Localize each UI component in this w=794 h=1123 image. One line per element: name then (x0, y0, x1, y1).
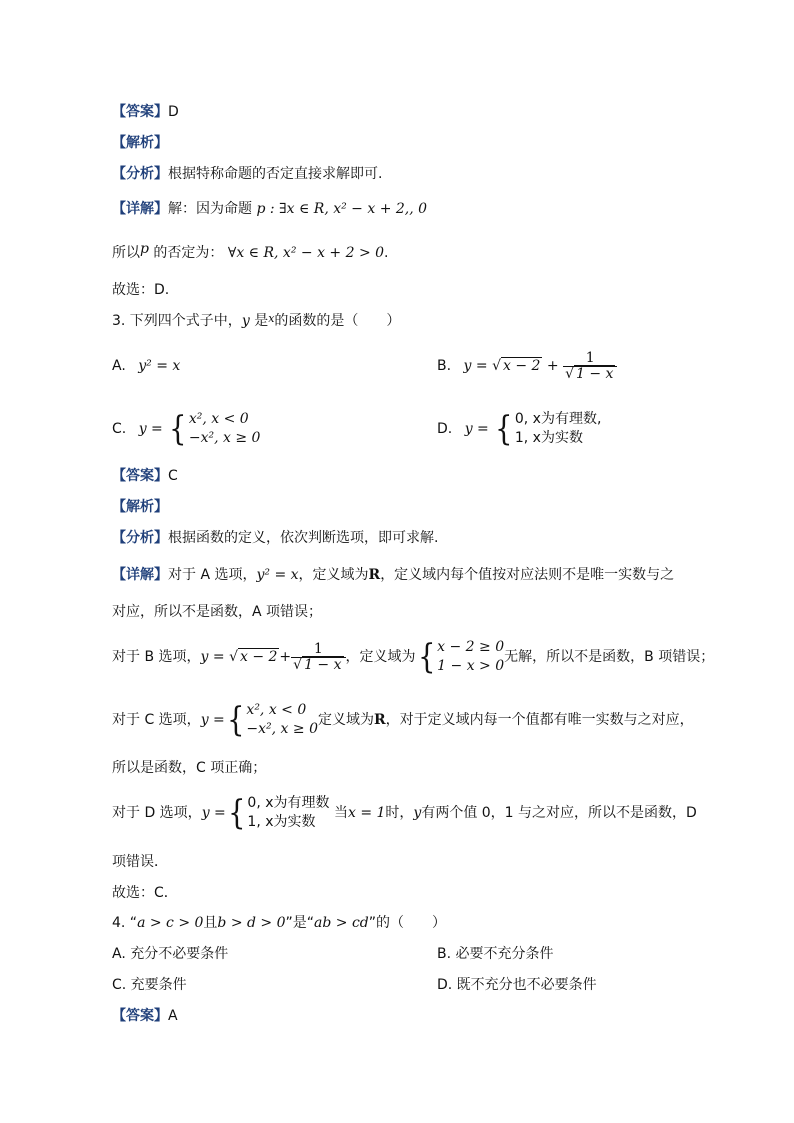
xiangjie-line-q2 (112, 200, 427, 218)
analysis-heading-q2 (112, 134, 168, 152)
fenxi-text: 根据函数的定义，依次判断选项，即可求解. (168, 530, 439, 546)
detail-c-end: ，对于定义域内每一个值都有唯一实数与之对应， (385, 712, 694, 728)
stem-cond3: ab > cd (314, 915, 369, 931)
detail-d-brace: { (227, 793, 246, 833)
detail-a-math: y² = x (256, 567, 299, 583)
negation-math: ∀x ∈ R, x² − x + 2 > 0 (227, 245, 385, 261)
detail-d-lhs: y = (201, 805, 226, 821)
negation-mid: 的否定为： (153, 245, 224, 261)
detail-a-end: ，定义域内每个值按对应法则不是唯一实数与之 (380, 567, 675, 583)
detail-b-case1: x − 2 ≥ 0 (437, 639, 505, 655)
detail-c-mid: 定义域为 (318, 712, 374, 728)
option-a-math: y² = x (138, 358, 181, 374)
option-d-cases (515, 410, 602, 448)
stem-mid: 是 (254, 313, 269, 329)
detail-b-sqrt: x − 2 (239, 649, 278, 665)
option-a[interactable] (112, 357, 180, 375)
detail-c-case2: −x², x ≥ 0 (246, 721, 318, 737)
analysis-tag: 【解析】 (112, 499, 168, 515)
fenxi-tag: 【分析】 (112, 166, 168, 182)
detail-c-cases (246, 701, 318, 739)
stem-prefix: 4. “ (112, 915, 138, 931)
detail-a-line1 (112, 566, 674, 584)
answer-line-q3 (112, 467, 178, 485)
detail-b-cases (437, 638, 504, 676)
option-b-den: 1 − x (575, 365, 614, 382)
option-c-case1: x², x < 0 (188, 411, 249, 427)
stem-end: 的函数的是（ ） (274, 313, 401, 329)
answer-tag: 【答案】 (112, 468, 168, 484)
detail-c-R: R (374, 712, 386, 728)
stem-prefix: 3. 下列四个式子中， (112, 313, 242, 329)
xiangjie-tag: 【详解】 (112, 567, 168, 583)
option-b-label: B. (437, 358, 452, 374)
q4-option-a[interactable] (112, 945, 228, 963)
detail-d-line2-text: 项错误． (112, 854, 168, 870)
stem-cond1: a > c > 0 (137, 915, 204, 931)
detail-d-cases (247, 794, 329, 832)
detail-b-num: 1 (291, 642, 345, 658)
option-d-label: D. (437, 421, 453, 437)
detail-d-mid2: 时， (385, 805, 414, 821)
option-d[interactable] (437, 406, 601, 452)
negation-prefix: 所以 (112, 245, 140, 261)
proposition-math: p : ∃x ∈ R, x² − x + 2,, 0 (256, 201, 428, 217)
option-c-label: C. (112, 421, 127, 437)
q4-option-c-text: C. 充要条件 (112, 977, 187, 993)
option-b-sqrt: x − 2 (502, 358, 541, 374)
answer-value: A (168, 1008, 178, 1024)
option-c-case2: −x², x ≥ 0 (188, 430, 261, 446)
analysis-tag: 【解析】 (112, 135, 168, 151)
q4-option-a-text: A. 充分不必要条件 (112, 946, 229, 962)
stem-and: 且 (203, 915, 218, 931)
detail-c-brace: { (226, 700, 245, 740)
negation-p: p (140, 241, 149, 257)
q4-option-c[interactable] (112, 976, 187, 994)
answer-value: D (168, 104, 179, 120)
conclusion-text: 故选：D. (112, 282, 170, 298)
fenxi-line-q2 (112, 165, 382, 183)
option-b-lhs: y = (463, 358, 488, 374)
detail-d-prefix: 对于 D 选项， (112, 805, 202, 821)
detail-b-prefix: 对于 B 选项， (112, 649, 201, 665)
stem-end: ”的（ ） (368, 915, 447, 931)
option-b-fraction: $\frac{1}{√ 1 - x}$ (563, 351, 617, 382)
option-b-plus: + (546, 358, 559, 374)
detail-c-line2-text: 所以是函数，C 项正确； (112, 760, 267, 776)
detail-b: 对于 B 选项，y = √ x − 2 + $\frac{1}{√ 1 - x}$ ，定义域为{ x − 2 ≥ 0 1 − x > 0 无解，所以不是函数，B 项错误； (112, 637, 715, 677)
detail-c-case1: x², x < 0 (246, 702, 307, 718)
detail-d-line2 (112, 853, 168, 871)
stem-cond2: b > d > 0 (217, 915, 286, 931)
option-c-brace: { (169, 409, 187, 449)
detail-d-mid1: 当 (333, 805, 348, 821)
detail-a-prefix: 对于 A 选项， (168, 567, 257, 583)
detail-a-line2-text: 对应，所以不是函数，A 项错误； (112, 604, 323, 620)
detail-c-prefix: 对于 C 选项， (112, 712, 201, 728)
question-3-stem (112, 312, 400, 331)
q4-option-b[interactable] (437, 945, 554, 963)
question-4-stem (112, 914, 446, 932)
answer-tag: 【答案】 (112, 1008, 168, 1024)
q4-option-d[interactable] (437, 976, 597, 994)
negation-line-q2 (112, 241, 389, 262)
fenxi-line-q3 (112, 529, 438, 547)
detail-c-line2 (112, 759, 266, 777)
detail-b-fraction: $\frac{1}{√ 1 - x}$ (291, 642, 345, 673)
conclusion-q2 (112, 281, 169, 299)
fenxi-text: 根据特称命题的否定直接求解即可. (168, 166, 383, 182)
stem-y: y (241, 313, 250, 329)
option-b[interactable]: B. y = √ x − 2 + $\frac{1}{√ 1 - x}$ (437, 343, 617, 389)
negation-end: . (384, 245, 389, 261)
q4-option-d-text: D. 既不充分也不必要条件 (437, 977, 597, 993)
stem-mid: ”是“ (285, 915, 315, 931)
detail-a-R: R (368, 567, 381, 583)
answer-line-q4 (112, 1007, 178, 1025)
detail-b-mid: ，定义域为 (345, 649, 416, 665)
option-d-brace: { (495, 409, 513, 449)
answer-value: C (168, 468, 178, 484)
detail-b-plus: + (279, 649, 292, 665)
detail-a-mid: ，定义域为 (298, 567, 369, 583)
conclusion-text: 故选：C． (112, 885, 178, 901)
detail-b-case2: 1 − x > 0 (437, 658, 505, 674)
detail-a-line2 (112, 603, 322, 621)
option-c[interactable] (112, 406, 260, 452)
answer-tag: 【答案】 (112, 104, 168, 120)
conclusion-q3 (112, 884, 178, 902)
detail-c (112, 697, 694, 743)
detail-d-case2: 1, x为实数 (247, 814, 316, 830)
option-c-cases (189, 410, 261, 448)
option-b-num: 1 (563, 351, 617, 367)
detail-b-lhs: y = (200, 649, 225, 665)
detail-b-den: 1 − x (304, 656, 342, 673)
answer-line-q2 (112, 103, 179, 121)
option-d-case2: 1, x为实数 (514, 430, 583, 446)
detail-d-math: x = 1 (347, 805, 386, 821)
option-d-case1: 0, x为有理数, (514, 411, 602, 427)
detail-c-lhs: y = (200, 712, 225, 728)
detail-d (112, 790, 697, 836)
xiangjie-tag: 【详解】 (112, 201, 168, 217)
detail-b-brace: { (417, 637, 435, 677)
detail-d-end: 有两个值 0，1 与之对应，所以不是函数，D (421, 805, 697, 821)
option-c-lhs: y = (138, 421, 163, 437)
stem-x: x (268, 312, 275, 325)
q4-option-b-text: B. 必要不充分条件 (437, 946, 554, 962)
option-d-lhs: y = (464, 421, 489, 437)
analysis-heading-q3 (112, 498, 168, 516)
xiangjie-prefix: 解：因为命题 (168, 201, 252, 217)
detail-b-end: 无解，所以不是函数，B 项错误； (504, 649, 715, 665)
option-a-label: A. (112, 358, 126, 374)
fenxi-tag: 【分析】 (112, 530, 168, 546)
detail-d-y: y (413, 805, 422, 821)
detail-d-case1: 0, x为有理数 (247, 795, 330, 811)
